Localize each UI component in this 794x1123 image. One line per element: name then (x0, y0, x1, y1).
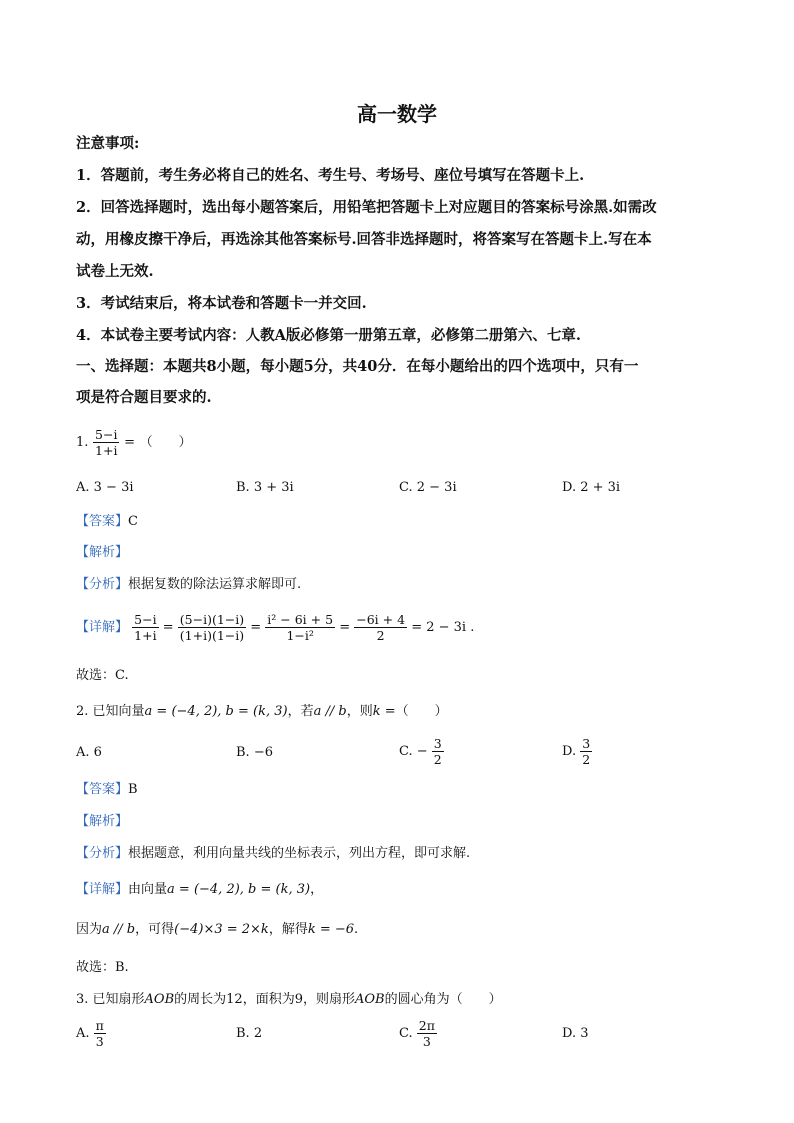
option-a: A. 3 − 3i (76, 480, 134, 495)
option-c: C. − $\frac{3}{2}$ (399, 736, 442, 767)
notice-item-3: 3．考试结束后，将本试卷和答题卡一并交回. (76, 295, 367, 312)
notice-heading: 注意事项: (76, 135, 140, 152)
detail-line: 【详解】由向量a = (−4, 2), b = (k, 3)， (76, 882, 324, 897)
option-b: B. −6 (236, 745, 273, 760)
section-heading: 一、选择题：本题共8小题，每小题5分，共40分．在每小题给出的四个选项中，只有一 (76, 358, 639, 375)
option-c: C. 2 − 3i (399, 480, 457, 495)
question-number: 1. (76, 435, 89, 450)
fraction: $\frac{5-i}{1+i}$ (134, 612, 157, 643)
fenxi-line: 【分析】根据题意，利用向量共线的坐标表示，列出方程，即可求解. (76, 846, 471, 861)
answer-line (76, 780, 726, 800)
option-a: A. $\frac{\pi}{3}$ (76, 1018, 104, 1049)
notice-item-4: 4．本试卷主要考试内容：人教A版必修第一册第五章，必修第二册第六、七章. (76, 327, 581, 344)
choose-line: 故选：B. (76, 960, 129, 975)
answer-label: 【答案】 (76, 514, 129, 529)
question-2-stem: 2. 已知向量a = (−4, 2), b = (k, 3)，若a // b，则k =（ ） (76, 704, 448, 719)
question-3-stem: 3. 已知扇形AOB的周长为12，面积为9，则扇形AOB的圆心角为（ ） (76, 992, 502, 1007)
page-title: 高一数学 (357, 102, 437, 126)
answer-paren: （ ） (395, 704, 448, 719)
analysis-label: 【解析】 (76, 545, 129, 560)
section-heading-cont: 项是符合题目要求的. (76, 389, 212, 406)
question-1-stem: 1. $\frac{5-i}{1+i}$ = （ ） (76, 426, 192, 458)
fraction: $\frac{(5-i)(1-i)}{(1+i)(1-i)}$ (179, 612, 245, 643)
option-c: C. $\frac{2\pi}{3}$ (399, 1018, 435, 1049)
notice-item-2-cont: 动，用橡皮擦干净后，再选涂其他答案标号.回答非选择题时，将答案写在答题卡上.写在本 (76, 231, 652, 248)
fraction: $\frac{3}{2}$ (582, 736, 591, 767)
answer-value: B (128, 782, 138, 797)
option-d: D. 2 + 3i (562, 480, 621, 495)
option-a: A. 6 (76, 745, 102, 760)
analysis-label: 【解析】 (76, 814, 129, 829)
option-d: D. $\frac{3}{2}$ (562, 736, 591, 767)
option-b: B. 2 (236, 1026, 263, 1041)
detail-line: 【详解】 $\frac{5-i}{1+i}$ = $\frac{(5-i)(1-i)}{(1+i)(1-i)}$ = $\frac{\text{i² − 6i + 5}}{\text{1−i²}}$ = $\frac{-6i + 4}{2}$ = 2 − 3i . (76, 612, 475, 643)
notice-item-2-end: 试卷上无效. (76, 263, 154, 280)
option-d: D. 3 (562, 1026, 589, 1041)
option-b: B. 3 + 3i (236, 480, 294, 495)
answer-paren: （ ） (139, 435, 192, 450)
answer-value: C (128, 514, 138, 529)
fraction: $\frac{3}{2}$ (433, 736, 442, 767)
notice-item-2: 2．回答选择题时，选出每小题答案后，用铅笔把答题卡上对应题目的答案标号涂黑.如需改 (76, 199, 657, 216)
fraction: $\frac{\pi}{3}$ (95, 1018, 104, 1049)
detail-line-2: 因为a // b，可得(−4)×3 = 2×k，解得k = −6. (76, 922, 359, 937)
fraction: $\frac{\text{i² − 6i + 5}}{\text{1−i²}}$ (267, 612, 334, 643)
fraction: $\frac{5-i}{1+i}$ (95, 426, 118, 458)
answer-label: 【答案】 (76, 782, 129, 797)
choose-line: 故选：C. (76, 668, 129, 683)
fenxi-line: 【分析】根据复数的除法运算求解即可. (76, 577, 302, 592)
notice-item-1: 1．答题前，考生务必将自己的姓名、考生号、考场号、座位号填写在答题卡上. (76, 167, 585, 184)
fraction: $\frac{2\pi}{3}$ (418, 1018, 435, 1049)
fraction: $\frac{-6i + 4}{2}$ (356, 612, 406, 643)
answer-line (76, 512, 726, 532)
